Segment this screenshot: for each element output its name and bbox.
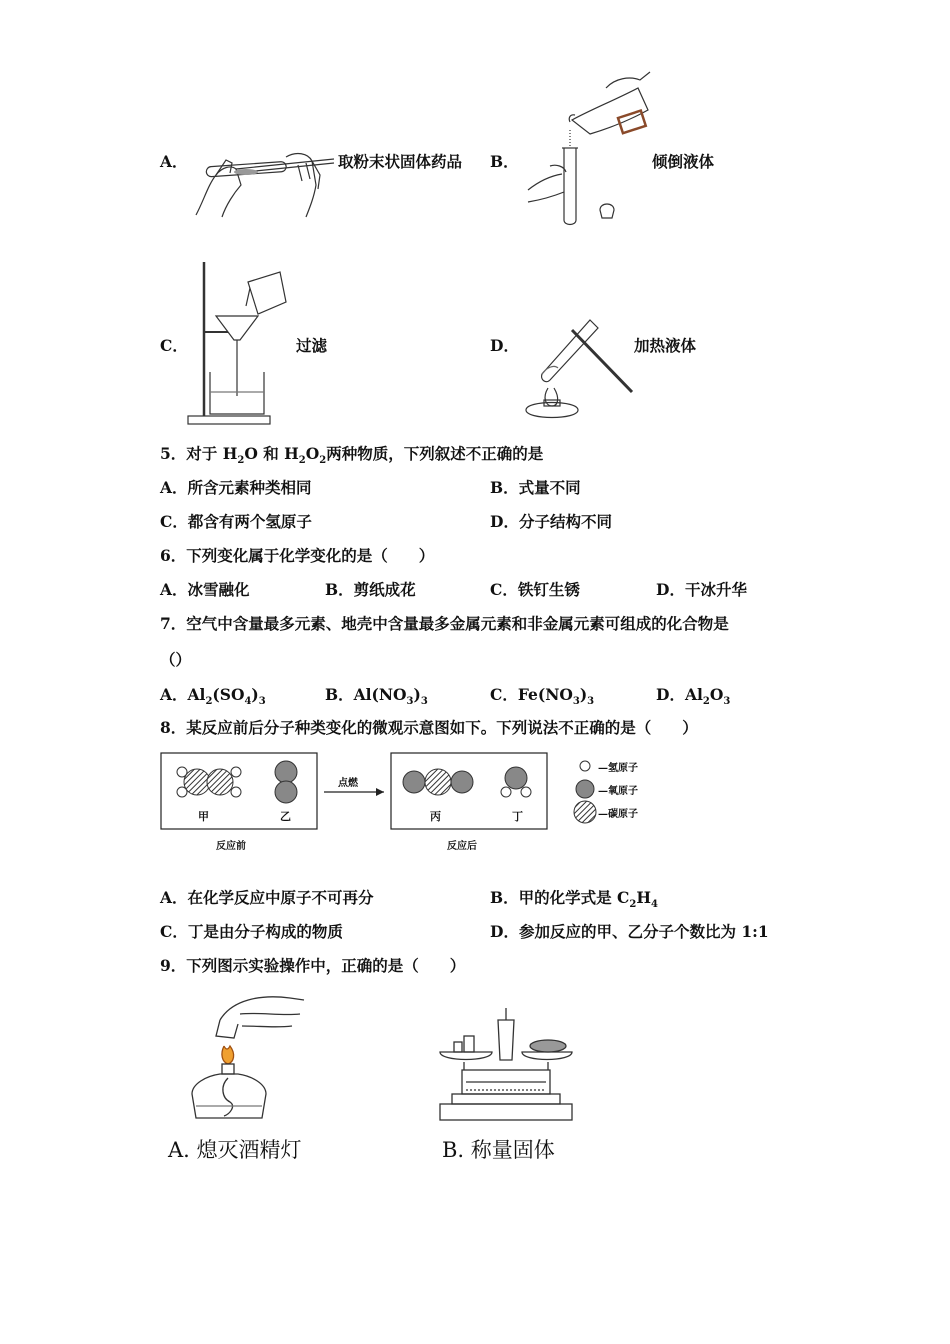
label-ding: 丁: [512, 810, 523, 823]
q7-paren: （）: [160, 650, 192, 669]
label-before: 反应前: [216, 841, 246, 852]
label-yi: 乙: [280, 810, 291, 823]
q7-stem: 7．空气中含量最多元素、地壳中含量最多金属元素和非金属元素可组成的化合物是: [160, 614, 729, 633]
legend: [574, 761, 596, 823]
legend-o-atom: [576, 780, 594, 798]
q9-caption-a: A. 熄灭酒精灯: [168, 1138, 302, 1162]
q4-option-d-letter: D．: [490, 336, 519, 355]
legend-o-label: —氧原子: [598, 786, 638, 797]
q8-option-b: B．甲的化学式是 $C_2H_4$: [490, 888, 658, 911]
label-jia: 甲: [198, 810, 209, 823]
label-after: 反应后: [447, 841, 477, 852]
extinguish-lamp-illustration: [180, 990, 310, 1130]
q5-option-d: D．分子结构不同: [490, 512, 612, 531]
q6-option-a: A．冰雪融化: [160, 580, 250, 599]
q7-option-b: B．$Al(NO_3)_3$: [325, 685, 428, 708]
q8-stem: 8．某反应前后分子种类变化的微观示意图如下。下列说法不正确的是（ ）: [160, 718, 698, 737]
q4-option-b-letter: B．: [490, 152, 519, 171]
legend-c-label: —碳原子: [598, 809, 638, 820]
q5-option-b: B．式量不同: [490, 478, 581, 497]
q8-option-d: D．参加反应的甲、乙分子个数比为 1:1: [490, 922, 769, 941]
q8-option-c: C．丁是由分子构成的物质: [160, 922, 343, 941]
q5-option-a: A．所含元素种类相同: [160, 478, 312, 497]
label-ignite: 点燃: [338, 778, 358, 789]
q4-option-d-text: 加热液体: [634, 336, 697, 355]
q4-option-a-letter: A．: [160, 152, 188, 171]
molecule-bing: [403, 769, 473, 795]
q4-option-c-text: 过滤: [296, 336, 328, 355]
weighing-solid-illustration: [436, 1000, 576, 1130]
pouring-liquid-illustration: [520, 70, 660, 225]
q7-option-d: D．$Al_2O_3$: [656, 685, 731, 708]
q6-option-c: C．铁钉生锈: [490, 580, 580, 599]
q6-option-b: B．剪纸成花: [325, 580, 416, 599]
legend-h-label: —氢原子: [598, 763, 638, 774]
q6-stem: 6．下列变化属于化学变化的是（ ）: [160, 546, 435, 565]
q5-stem: 5．对于 $H_2O$ 和 $H_2O_2$两种物质，下列叙述不正确的是: [160, 444, 544, 467]
q7-option-c: C．$Fe(NO_3)_3$: [490, 685, 595, 708]
heating-liquid-illustration: [520, 310, 635, 425]
q7-option-a: A．$Al_2(SO_4)_3$: [160, 685, 266, 708]
q9-caption-b: B. 称量固体: [442, 1138, 555, 1162]
legend-c-atom: [574, 801, 596, 823]
molecule-jia: [177, 767, 241, 797]
powder-taking-illustration: [186, 145, 336, 220]
molecule-ding: [501, 767, 531, 797]
filtration-illustration: [188, 258, 298, 426]
reaction-diagram: [160, 752, 680, 862]
molecule-yi: [275, 761, 297, 803]
q5-option-c: C．都含有两个氢原子: [160, 512, 312, 531]
legend-h-atom: [580, 761, 590, 771]
q4-option-a-text: 取粉末状固体药品: [338, 152, 463, 171]
q8-option-a: A．在化学反应中原子不可再分: [160, 888, 374, 907]
label-bing: 丙: [430, 810, 441, 823]
q6-option-d: D．干冰升华: [656, 580, 747, 599]
q4-option-c-letter: C．: [160, 336, 188, 355]
q9-stem: 9．下列图示实验操作中，正确的是（ ）: [160, 956, 466, 975]
q4-option-b-text: 倾倒液体: [652, 152, 715, 171]
